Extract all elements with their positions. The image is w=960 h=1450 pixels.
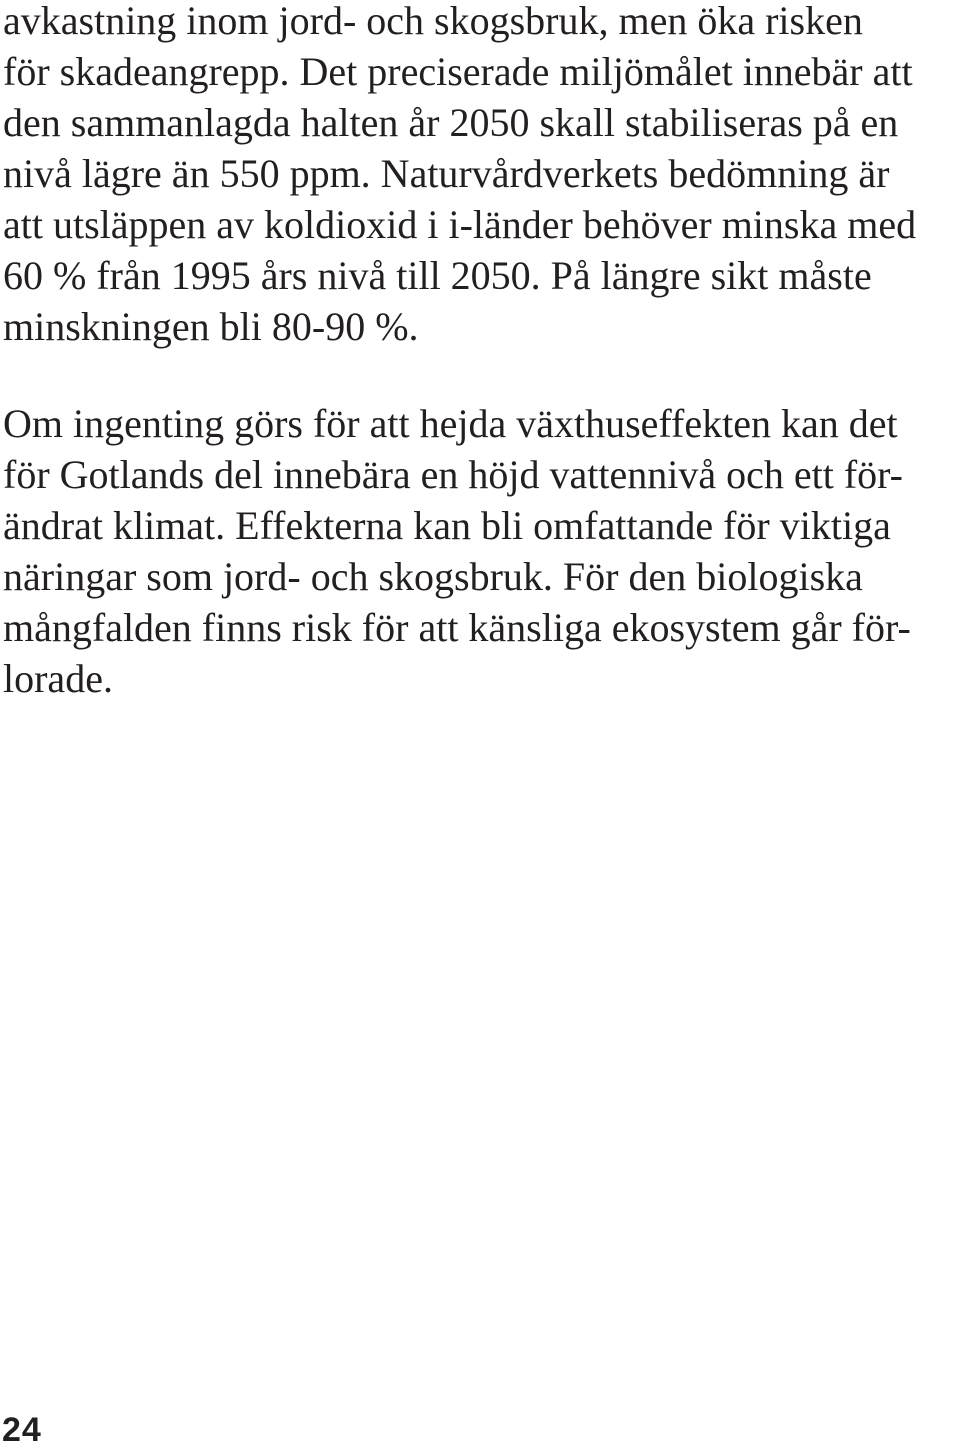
text-line: mångfalden finns risk för att känsliga ekosystem går för- <box>3 605 911 650</box>
text-line: att utsläppen av koldioxid i i-länder behöver minska med <box>3 202 917 247</box>
text-line: minskningen bli 80-90 %. <box>3 304 419 349</box>
text-line: näringar som jord- och skogsbruk. För den biologiska <box>3 554 863 599</box>
text-line: avkastning inom jord- och skogsbruk, men öka risken <box>3 0 863 43</box>
text-line: lorade. <box>3 656 113 701</box>
paragraph-1 <box>3 0 916 352</box>
text-line: den sammanlagda halten år 2050 skall stabiliseras på en <box>3 100 899 145</box>
text-line: Om ingenting görs för att hejda växthuseffekten kan det <box>3 401 898 446</box>
text-line: för Gotlands del innebära en höjd vattennivå och ett för- <box>3 452 903 497</box>
text-line: nivå lägre än 550 ppm. Naturvårdverkets bedömning är <box>3 151 890 196</box>
text-line: ändrat klimat. Effekterna kan bli omfattande för viktiga <box>3 503 891 548</box>
page-number: 24 <box>2 1411 42 1449</box>
paragraph-2 <box>3 398 911 704</box>
text-line: för skadeangrepp. Det preciserade miljömålet innebär att <box>3 49 913 94</box>
text-line: 60 % från 1995 års nivå till 2050. På längre sikt måste <box>3 253 872 298</box>
